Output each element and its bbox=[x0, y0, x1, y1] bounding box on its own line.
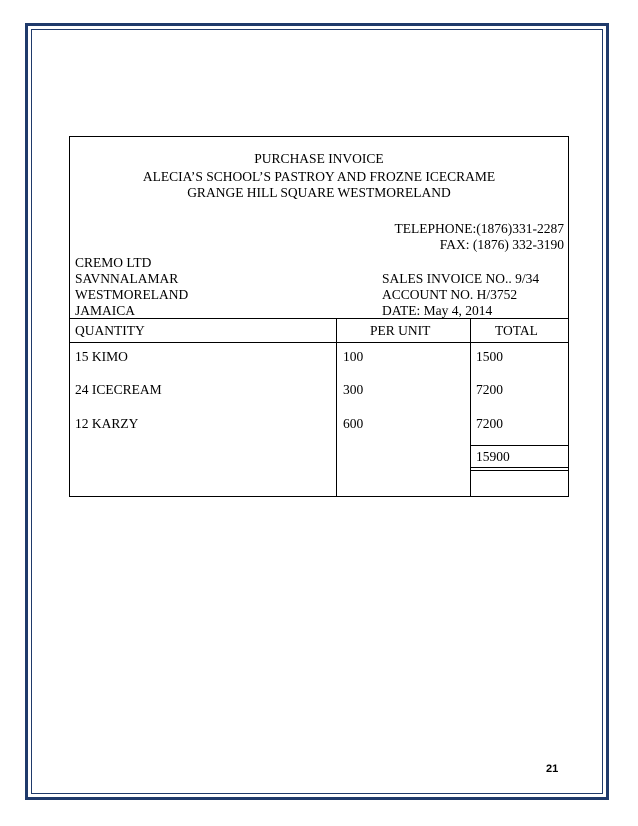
row-1-quantity: 15 KIMO bbox=[75, 349, 128, 364]
row-3-per-unit: 600 bbox=[343, 416, 364, 431]
row-3-total: 7200 bbox=[476, 416, 503, 431]
sales-invoice-number: SALES INVOICE NO.. 9/34 bbox=[382, 271, 540, 286]
business-address: GRANGE HILL SQUARE WESTMORELAND bbox=[187, 185, 451, 200]
header-quantity: QUANTITY bbox=[75, 323, 145, 338]
row-1-per-unit: 100 bbox=[343, 349, 364, 364]
supplier-line1: SAVNNALAMAR bbox=[75, 271, 179, 286]
header-per-unit: PER UNIT bbox=[370, 323, 431, 338]
row-2-total: 7200 bbox=[476, 382, 503, 397]
table-header-rule bbox=[70, 342, 568, 343]
grand-total: 15900 bbox=[476, 449, 510, 464]
row-2-per-unit: 300 bbox=[343, 382, 364, 397]
page-number: 21 bbox=[546, 763, 559, 775]
table-top-rule bbox=[70, 318, 568, 319]
row-1-total: 1500 bbox=[476, 349, 503, 364]
fax: FAX: (1876) 332-3190 bbox=[439, 237, 564, 252]
invoice-date: DATE: May 4, 2014 bbox=[382, 303, 493, 318]
account-number: ACCOUNT NO. H/3752 bbox=[382, 287, 518, 302]
supplier-name: CREMO LTD bbox=[75, 255, 152, 270]
supplier-line2: WESTMORELAND bbox=[75, 287, 189, 302]
header-total: TOTAL bbox=[495, 323, 538, 338]
row-3-quantity: 12 KARZY bbox=[75, 416, 139, 431]
total-top-rule bbox=[470, 445, 568, 446]
row-2-quantity: 24 ICECREAM bbox=[75, 382, 162, 397]
supplier-line3: JAMAICA bbox=[75, 303, 136, 318]
total-double-rule-2 bbox=[470, 470, 568, 471]
purchase-invoice bbox=[69, 136, 569, 497]
telephone: TELEPHONE:(1876)331-2287 bbox=[394, 221, 564, 236]
column-divider-1 bbox=[336, 318, 337, 497]
total-double-rule-1 bbox=[470, 467, 568, 468]
invoice-title: PURCHASE INVOICE bbox=[254, 151, 384, 166]
business-name: ALECIA’S SCHOOL’S PASTROY AND FROZNE ICECRAME bbox=[142, 169, 496, 184]
